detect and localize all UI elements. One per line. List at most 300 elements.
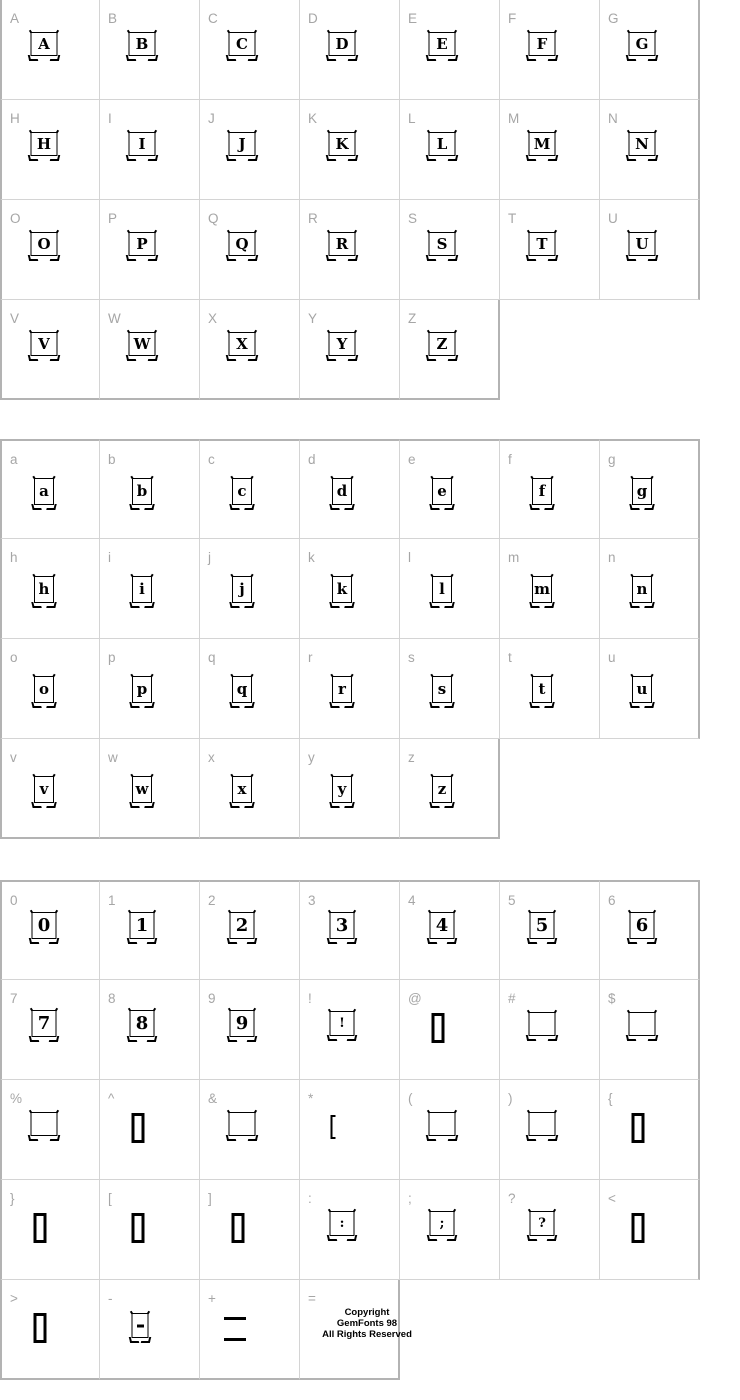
dash-glyph [137, 1324, 144, 1327]
glyph-cell [500, 980, 600, 1080]
glyph-placard [31, 32, 58, 56]
lower-glyph-wrap [132, 478, 152, 505]
cell-label: k [308, 550, 315, 565]
glyph-placard [129, 132, 156, 156]
glyph-placard [529, 232, 556, 256]
glyph-cell [300, 639, 400, 739]
digit-glyph-wrap [32, 1010, 57, 1037]
glyph-row [0, 200, 700, 300]
cell-label: f [508, 452, 512, 467]
glyph-placard [632, 576, 652, 603]
glyph-placard [32, 912, 57, 939]
cell-label: V [10, 311, 20, 326]
glyph-placard [232, 776, 252, 803]
glyph-character: P [136, 234, 148, 253]
cell-label: ] [208, 1191, 212, 1206]
notdef-glyph-wrap [432, 1013, 445, 1043]
cell-label: = [308, 1291, 316, 1306]
glyph-cell [0, 1080, 100, 1180]
glyph-placard [332, 776, 352, 803]
glyph-cell [400, 0, 500, 100]
notdef-box-icon [34, 1313, 47, 1343]
digit-glyph-wrap [630, 912, 655, 939]
cell-label: C [208, 11, 218, 26]
glyph-placard [629, 32, 656, 56]
cell-label: ( [408, 1091, 413, 1106]
glyph-character: a [39, 482, 49, 500]
uppercase-glyph-grid [0, 0, 700, 400]
lowercase-glyph-grid [0, 439, 700, 839]
glyph-row [0, 880, 700, 980]
glyph-character: ; [439, 1216, 445, 1231]
frame-glyph-wrap [429, 1112, 456, 1136]
notdef-glyph-wrap [232, 1213, 245, 1243]
glyph-cell [0, 200, 100, 300]
frame-glyph-wrap [529, 1112, 556, 1136]
glyph-placard [130, 912, 155, 939]
cell-label: G [608, 11, 619, 26]
cell-label: h [10, 550, 18, 565]
glyph-cell [300, 980, 400, 1080]
glyph-cell [500, 539, 600, 639]
glyph-character: A [38, 34, 50, 53]
glyph-placard [629, 232, 656, 256]
glyph-placard [329, 232, 356, 256]
frame-glyph-wrap [229, 1112, 256, 1136]
cell-label: B [108, 11, 118, 26]
glyph-character: V [38, 334, 50, 353]
glyph-placard [229, 132, 256, 156]
lower-glyph-wrap [34, 576, 54, 603]
glyph-row [0, 0, 700, 100]
glyph-cell [400, 739, 500, 839]
upper-glyph-wrap [529, 132, 556, 156]
glyph-cell [500, 1080, 600, 1180]
glyph-row [0, 1280, 700, 1380]
notdef-box-icon [132, 1113, 145, 1143]
cell-label: < [608, 1191, 616, 1206]
lower-glyph-wrap [332, 676, 352, 703]
glyph-placard [132, 576, 152, 603]
glyph-cell [300, 1080, 400, 1180]
glyph-cell [300, 0, 400, 100]
plus-bar-glyph [224, 1338, 246, 1341]
lower-glyph-wrap [432, 576, 452, 603]
cell-label: ^ [108, 1091, 115, 1106]
cell-label: l [408, 550, 411, 565]
glyph-placard [332, 478, 352, 505]
glyph-character: C [236, 34, 248, 53]
glyph-placard [329, 132, 356, 156]
glyph-placard [34, 478, 54, 505]
glyph-row [0, 300, 700, 400]
glyph-placard [532, 676, 552, 703]
glyph-placard [329, 32, 356, 56]
glyph-cell [600, 1180, 700, 1280]
glyph-character: 4 [435, 914, 449, 936]
upper-glyph-wrap [31, 132, 58, 156]
cell-label: 8 [108, 991, 116, 1006]
cell-label: D [308, 11, 318, 26]
cell-label: M [508, 111, 520, 126]
glyph-character: U [635, 234, 649, 253]
glyph-row [0, 739, 700, 839]
lower-glyph-wrap [632, 676, 652, 703]
lower-glyph-wrap [432, 676, 452, 703]
glyph-placard [230, 1010, 255, 1037]
glyph-character: n [636, 580, 648, 598]
glyph-placard [632, 478, 652, 505]
cell-label: R [308, 211, 318, 226]
glyph-placard [529, 32, 556, 56]
glyph-placard [330, 1211, 355, 1236]
glyph-character: Q [235, 234, 249, 253]
cell-label: d [308, 452, 316, 467]
notdef-glyph-wrap [34, 1213, 47, 1243]
glyph-placard [229, 32, 256, 56]
glyph-cell [300, 100, 400, 200]
cell-label: T [508, 211, 517, 226]
upper-glyph-wrap [129, 132, 156, 156]
notdef-box-icon [632, 1113, 645, 1143]
glyph-cell [200, 1280, 300, 1380]
glyph-character: 5 [535, 914, 549, 936]
notdef-glyph-wrap [132, 1213, 145, 1243]
glyph-cell [400, 980, 500, 1080]
lower-glyph-wrap [632, 478, 652, 505]
cell-label: A [10, 11, 20, 26]
glyph-character: k [336, 580, 348, 598]
copyright-line: All Rights Reserved [322, 1329, 412, 1340]
glyph-placard [129, 32, 156, 56]
cell-label: : [308, 1191, 312, 1206]
cell-label: L [408, 111, 416, 126]
lower-glyph-wrap [232, 776, 252, 803]
upper-glyph-wrap [429, 32, 456, 56]
glyph-placard [630, 912, 655, 939]
cell-label: } [10, 1191, 15, 1206]
glyph-placard [529, 1012, 556, 1036]
glyph-cell [300, 739, 400, 839]
glyph-placard [629, 1012, 656, 1036]
glyph-character: S [436, 234, 448, 253]
glyph-character: x [237, 780, 247, 798]
glyph-cell [200, 880, 300, 980]
glyph-placard [529, 1112, 556, 1136]
cell-label: U [608, 211, 618, 226]
notdef-glyph-wrap [632, 1113, 645, 1143]
cell-label: * [308, 1091, 314, 1106]
cell-label: w [108, 750, 118, 765]
glyph-cell [600, 880, 700, 980]
cell-label: W [108, 311, 121, 326]
dashbox-glyph-wrap [132, 1313, 149, 1338]
glyph-placard [31, 132, 58, 156]
glyph-placard [432, 676, 452, 703]
upper-glyph-wrap [129, 332, 156, 356]
glyph-row [0, 1080, 700, 1180]
lower-glyph-wrap [232, 676, 252, 703]
upper-glyph-wrap [229, 32, 256, 56]
upper-glyph-wrap [31, 32, 58, 56]
glyph-character: M [533, 134, 551, 153]
cell-label: y [308, 750, 315, 765]
glyph-cell [400, 1180, 500, 1280]
copyright-text [322, 1307, 412, 1340]
glyph-placard [429, 1112, 456, 1136]
glyph-row [0, 100, 700, 200]
glyph-cell [200, 100, 300, 200]
cell-label: Q [208, 211, 219, 226]
cell-label: ! [308, 991, 312, 1006]
glyph-cell [400, 1080, 500, 1180]
glyph-cell [600, 100, 700, 200]
glyph-cell [100, 880, 200, 980]
glyph-character: : [339, 1216, 345, 1231]
glyph-cell [100, 539, 200, 639]
upper-glyph-wrap [31, 232, 58, 256]
cell-label: [ [108, 1191, 112, 1206]
glyph-cell [100, 1080, 200, 1180]
glyph-character: W [133, 334, 151, 353]
glyph-placard [430, 912, 455, 939]
upper-glyph-wrap [329, 332, 356, 356]
notdef-glyph-wrap [632, 1213, 645, 1243]
glyph-character: d [336, 482, 348, 500]
glyph-cell [400, 200, 500, 300]
lower-glyph-wrap [232, 478, 252, 505]
copyright-glyph-wrap [300, 1280, 412, 1378]
glyph-character: 3 [335, 914, 349, 936]
glyph-character: w [135, 780, 149, 798]
glyph-cell [200, 300, 300, 400]
glyph-cell [200, 539, 300, 639]
glyph-character: I [138, 134, 146, 153]
glyph-cell [0, 300, 100, 400]
glyph-character: B [135, 34, 149, 53]
glyph-placard [132, 776, 152, 803]
glyph-character: 6 [635, 914, 649, 936]
glyph-placard [629, 132, 656, 156]
glyph-cell [100, 639, 200, 739]
glyph-cell [100, 1280, 200, 1380]
cell-label: + [208, 1291, 216, 1306]
glyph-placard [529, 132, 556, 156]
glyph-placard [530, 912, 555, 939]
glyph-placard [232, 676, 252, 703]
glyph-placard [532, 478, 552, 505]
glyph-placard [132, 478, 152, 505]
glyph-placard [632, 676, 652, 703]
cell-label: E [408, 11, 418, 26]
glyph-character: b [136, 482, 148, 500]
glyph-cell [400, 639, 500, 739]
glyph-character: o [38, 680, 49, 698]
glyph-character: r [338, 680, 346, 698]
glyph-cell [0, 880, 100, 980]
glyph-cell [0, 980, 100, 1080]
glyph-placard [429, 232, 456, 256]
glyph-character: R [335, 234, 349, 253]
glyph-cell [600, 980, 700, 1080]
symbols-glyph-grid [0, 880, 700, 1380]
digit-glyph-wrap [330, 912, 355, 939]
glyph-character: K [335, 134, 349, 153]
glyph-row [0, 1180, 700, 1280]
bracket-glyph [331, 1115, 336, 1139]
glyph-character: L [436, 134, 448, 153]
glyph-placard [330, 912, 355, 939]
cell-label: 0 [10, 893, 18, 908]
digit-glyph-wrap [130, 1010, 155, 1037]
lower-glyph-wrap [332, 576, 352, 603]
glyph-row [0, 639, 700, 739]
cell-label: @ [408, 991, 422, 1006]
upper-glyph-wrap [329, 32, 356, 56]
cell-label: i [108, 550, 111, 565]
cell-label: z [408, 750, 415, 765]
glyph-placard [332, 676, 352, 703]
glyph-character: 1 [135, 914, 149, 936]
upper-glyph-wrap [129, 232, 156, 256]
cell-label: P [108, 211, 118, 226]
digit-glyph-wrap [230, 912, 255, 939]
glyph-cell [400, 300, 500, 400]
upper-glyph-wrap [329, 132, 356, 156]
glyph-character: O [37, 234, 51, 253]
glyph-cell [0, 1180, 100, 1280]
glyph-character: D [335, 34, 349, 53]
cell-label: t [508, 650, 512, 665]
glyph-cell [200, 1080, 300, 1180]
cell-label: 5 [508, 893, 516, 908]
glyph-cell [600, 539, 700, 639]
cell-label: o [10, 650, 18, 665]
cell-label: I [108, 111, 112, 126]
glyph-character: H [36, 134, 52, 153]
upper-glyph-wrap [229, 332, 256, 356]
cell-label: K [308, 111, 318, 126]
glyph-cell [300, 1280, 412, 1380]
glyph-placard [229, 332, 256, 356]
glyph-character: T [536, 234, 548, 253]
cell-label: q [208, 650, 216, 665]
glyph-character: h [38, 580, 50, 598]
upper-glyph-wrap [629, 232, 656, 256]
glyph-cell [0, 0, 100, 100]
cell-label: F [508, 11, 517, 26]
glyph-cell [400, 539, 500, 639]
upper-glyph-wrap [629, 32, 656, 56]
cell-label: 3 [308, 893, 316, 908]
lower-glyph-wrap [34, 676, 54, 703]
glyph-character: p [136, 680, 148, 698]
upper-glyph-wrap [129, 32, 156, 56]
glyph-character: s [437, 680, 447, 698]
glyph-character: y [337, 780, 347, 798]
glyph-cell [200, 739, 300, 839]
cell-label: > [10, 1291, 18, 1306]
glyph-character: i [139, 580, 145, 598]
upper-glyph-wrap [629, 132, 656, 156]
glyph-placard [329, 332, 356, 356]
glyph-character: l [439, 580, 445, 598]
glyph-cell [500, 439, 600, 539]
lower-glyph-wrap [132, 776, 152, 803]
glyph-placard [129, 232, 156, 256]
cell-label: - [108, 1291, 113, 1306]
glyph-placard [432, 776, 452, 803]
plus-bar-glyph [224, 1317, 246, 1320]
glyph-character: g [636, 482, 648, 500]
notdef-box-icon [132, 1213, 145, 1243]
glyph-cell [200, 200, 300, 300]
glyph-row [0, 539, 700, 639]
glyph-cell [100, 100, 200, 200]
glyph-cell [100, 300, 200, 400]
glyph-cell [100, 0, 200, 100]
glyph-character: v [39, 780, 49, 798]
glyph-placard [429, 332, 456, 356]
cell-label: # [508, 991, 516, 1006]
glyph-placard [32, 1010, 57, 1037]
glyph-cell [200, 1180, 300, 1280]
glyph-cell [200, 439, 300, 539]
glyph-cell [300, 539, 400, 639]
cell-label: ; [408, 1191, 412, 1206]
cell-label: H [10, 111, 20, 126]
upper-glyph-wrap [329, 232, 356, 256]
cell-label: % [10, 1091, 23, 1106]
upper-glyph-wrap [529, 32, 556, 56]
digit-glyph-wrap [130, 912, 155, 939]
glyph-character: N [635, 134, 649, 153]
cell-label: g [608, 452, 616, 467]
glyph-placard [34, 576, 54, 603]
cell-label: n [608, 550, 616, 565]
glyph-cell [500, 880, 600, 980]
cell-label: ) [508, 1091, 513, 1106]
lower-glyph-wrap [532, 676, 552, 703]
glyph-character: J [238, 134, 246, 153]
glyph-cell [600, 1080, 700, 1180]
notdef-box-icon [632, 1213, 645, 1243]
glyph-cell [400, 439, 500, 539]
glyph-cell [0, 1280, 100, 1380]
upper-glyph-wrap [31, 332, 58, 356]
cell-label: 6 [608, 893, 616, 908]
cell-label: Y [308, 311, 318, 326]
glyph-placard [31, 332, 58, 356]
cell-label: p [108, 650, 116, 665]
glyph-character: e [437, 482, 447, 500]
lower-glyph-wrap [232, 576, 252, 603]
glyph-cell [300, 200, 400, 300]
bracket-glyph-wrap [331, 1115, 336, 1139]
punct-glyph-wrap [330, 1011, 355, 1036]
glyph-placard [34, 676, 54, 703]
copyright-line: GemFonts 98 [336, 1318, 398, 1329]
upper-glyph-wrap [429, 332, 456, 356]
punct-glyph-wrap [430, 1211, 455, 1236]
cell-label: b [108, 452, 116, 467]
cell-label: N [608, 111, 618, 126]
glyph-cell [100, 439, 200, 539]
punct-glyph-wrap [530, 1211, 555, 1236]
glyph-character: F [536, 34, 548, 53]
glyph-cell [600, 200, 700, 300]
cell-label: e [408, 452, 416, 467]
